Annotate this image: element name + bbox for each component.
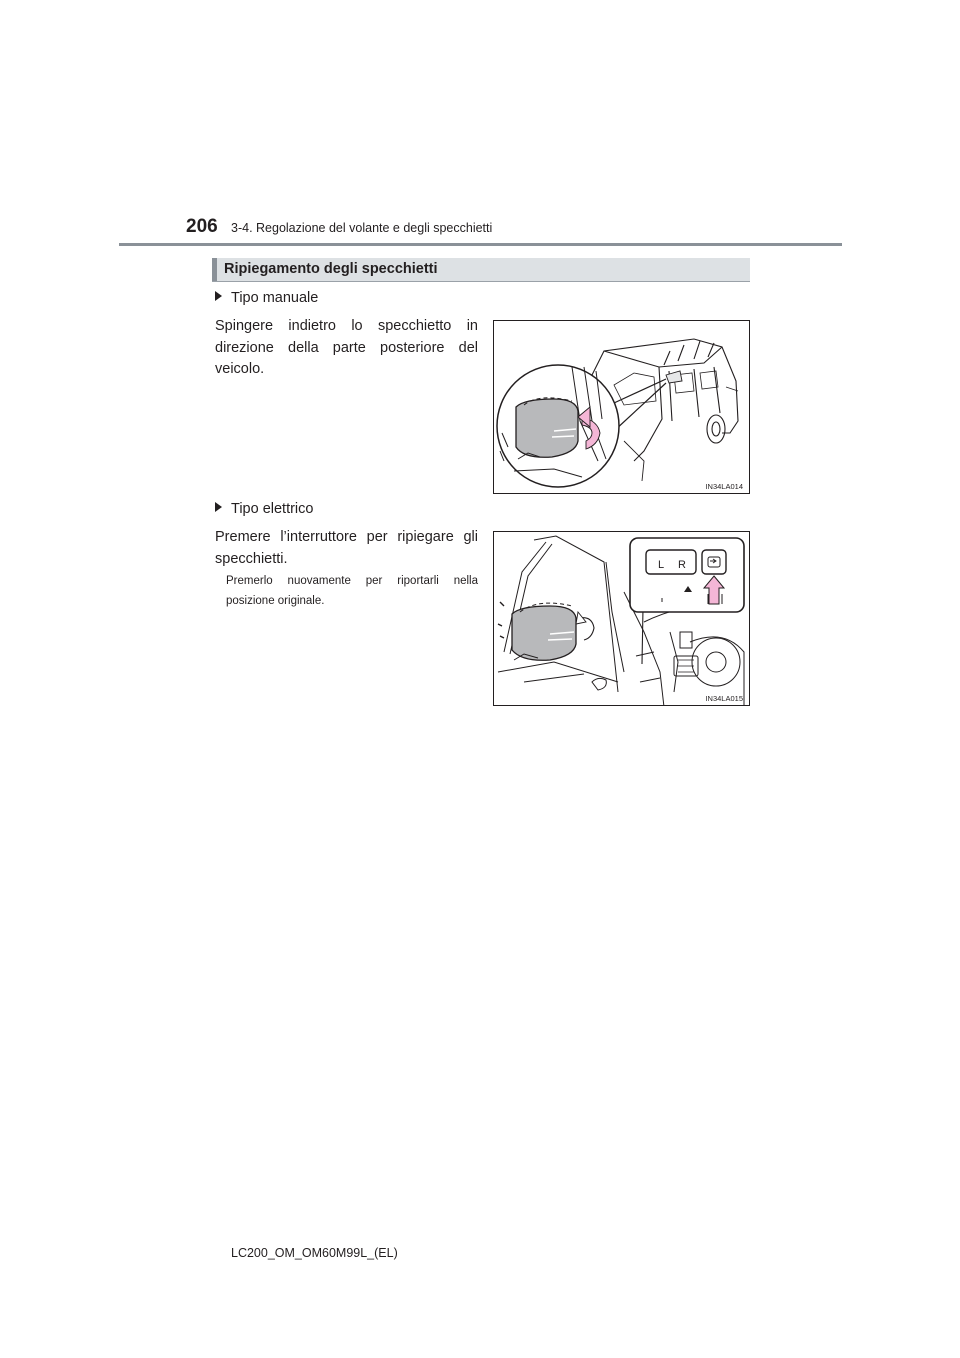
section-heading: [212, 258, 750, 282]
heading-bar: [212, 258, 217, 281]
electric-note: Premerlo nuovamente per riportarli nella posizione originale.: [226, 575, 478, 607]
triangle-bullet-icon: [215, 502, 222, 512]
electric-instruction: Premere l’interruttore per ripiegare gli specchietti.: [215, 529, 478, 567]
triangle-bullet-icon: [215, 291, 222, 301]
switch-label-left: L: [658, 559, 665, 571]
footer-code: LC200_OM_OM60M99L_(EL): [231, 1246, 398, 1260]
figure-manual-fold: [493, 320, 750, 494]
switch-label-right: R: [678, 559, 686, 571]
bullet-manual-label: Tipo manuale: [231, 290, 319, 306]
running-header: 3-4. Regolazione del volante e degli specchietti: [231, 221, 493, 235]
figure-id-electric: IN34LA015: [705, 694, 743, 703]
bullet-electric: [215, 501, 313, 517]
page-number: 206: [186, 216, 218, 237]
manual-fold-illustration: [494, 321, 750, 494]
electric-fold-illustration: [494, 532, 750, 706]
figure-id-manual: IN34LA014: [705, 482, 743, 491]
section-title: Ripiegamento degli specchietti: [224, 261, 438, 277]
bullet-manual: [215, 290, 318, 306]
bullet-electric-label: Tipo elettrico: [231, 501, 314, 517]
manual-instruction: Spingere indietro lo specchietto in direzione della parte posteriore del veicolo.: [215, 318, 478, 377]
header-rule: [119, 243, 842, 246]
figure-electric-fold: [493, 531, 750, 706]
